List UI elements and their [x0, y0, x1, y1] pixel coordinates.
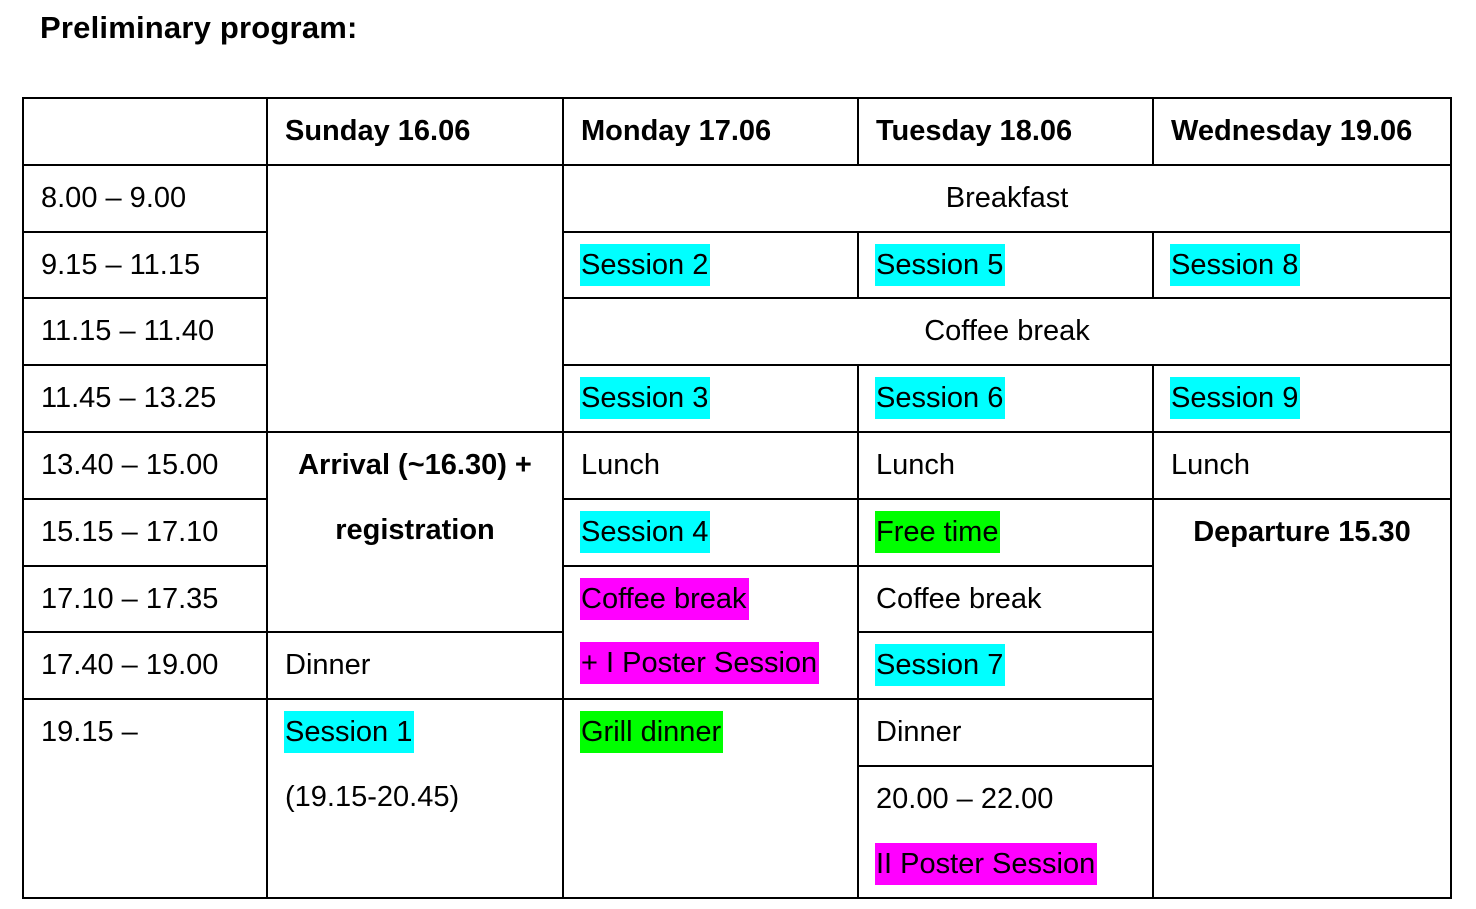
session-highlight: Session 3	[580, 377, 710, 419]
table-row	[23, 232, 1451, 299]
wednesday-session-8-cell	[1153, 232, 1451, 299]
tuesday-dinner-cell: Dinner	[858, 699, 1153, 766]
tuesday-session-6-cell	[858, 365, 1153, 432]
page-title: Preliminary program:	[40, 10, 358, 45]
poster-highlight: + I Poster Session	[580, 642, 819, 684]
sunday-dinner-cell: Dinner	[267, 632, 563, 699]
session-highlight: Session 6	[875, 377, 1005, 419]
program-table	[22, 97, 1452, 899]
grill-dinner-highlight: Grill dinner	[580, 711, 723, 753]
day-header-wednesday: Wednesday 19.06	[1153, 98, 1451, 165]
arrival-text: Arrival (~16.30) +	[298, 448, 532, 481]
monday-grill-dinner-cell	[563, 699, 858, 897]
tuesday-session-7-cell	[858, 632, 1153, 699]
day-header-monday: Monday 17.06	[563, 98, 858, 165]
poster-highlight: Coffee break	[580, 578, 749, 620]
time-slot: 11.15 – 11.40	[23, 298, 267, 365]
tuesday-coffee-break-cell: Coffee break	[858, 566, 1153, 633]
free-time-highlight: Free time	[875, 511, 1000, 553]
monday-poster-cell	[563, 566, 858, 700]
tuesday-free-time-cell	[858, 499, 1153, 566]
time-slot: 15.15 – 17.10	[23, 499, 267, 566]
sunday-arrival-cell	[267, 432, 563, 632]
time-slot: 11.45 – 13.25	[23, 365, 267, 432]
monday-session-2-cell	[563, 232, 858, 299]
table-row	[23, 365, 1451, 432]
time-slot: 13.40 – 15.00	[23, 432, 267, 499]
sunday-session-1-cell	[267, 699, 563, 897]
time-slot: 17.40 – 19.00	[23, 632, 267, 699]
wednesday-departure-cell: Departure 15.30	[1153, 499, 1451, 898]
corner-cell	[23, 98, 267, 165]
table-row	[23, 298, 1451, 365]
session-highlight: Session 2	[580, 244, 710, 286]
wednesday-lunch-cell: Lunch	[1153, 432, 1451, 499]
wednesday-session-9-cell	[1153, 365, 1451, 432]
time-slot: 9.15 – 11.15	[23, 232, 267, 299]
time-slot: 17.10 – 17.35	[23, 566, 267, 633]
time-slot: 19.15 –	[23, 699, 267, 897]
table-row	[23, 165, 1451, 232]
tuesday-evening-cell	[858, 766, 1153, 898]
breakfast-cell: Breakfast	[563, 165, 1451, 232]
session-highlight: Session 1	[284, 711, 414, 753]
time-slot: 8.00 – 9.00	[23, 165, 267, 232]
session-highlight: Session 5	[875, 244, 1005, 286]
day-header-tuesday: Tuesday 18.06	[858, 98, 1153, 165]
session-highlight: Session 8	[1170, 244, 1300, 286]
coffee-break-cell: Coffee break	[563, 298, 1451, 365]
monday-lunch-cell: Lunch	[563, 432, 858, 499]
day-header-sunday: Sunday 16.06	[267, 98, 563, 165]
tuesday-session-5-cell	[858, 232, 1153, 299]
session-highlight: Session 4	[580, 511, 710, 553]
monday-session-4-cell	[563, 499, 858, 566]
session-highlight: Session 9	[1170, 377, 1300, 419]
table-row	[23, 432, 1451, 499]
table-row	[23, 499, 1451, 566]
monday-session-3-cell	[563, 365, 858, 432]
registration-text: registration	[335, 513, 495, 546]
header-row	[23, 98, 1451, 165]
session-highlight: Session 7	[875, 644, 1005, 686]
evening-time: 20.00 – 22.00	[876, 782, 1054, 815]
session-1-time: (19.15-20.45)	[285, 780, 460, 813]
sunday-empty-cell	[267, 165, 563, 432]
poster-highlight: II Poster Session	[875, 843, 1097, 885]
tuesday-lunch-cell: Lunch	[858, 432, 1153, 499]
